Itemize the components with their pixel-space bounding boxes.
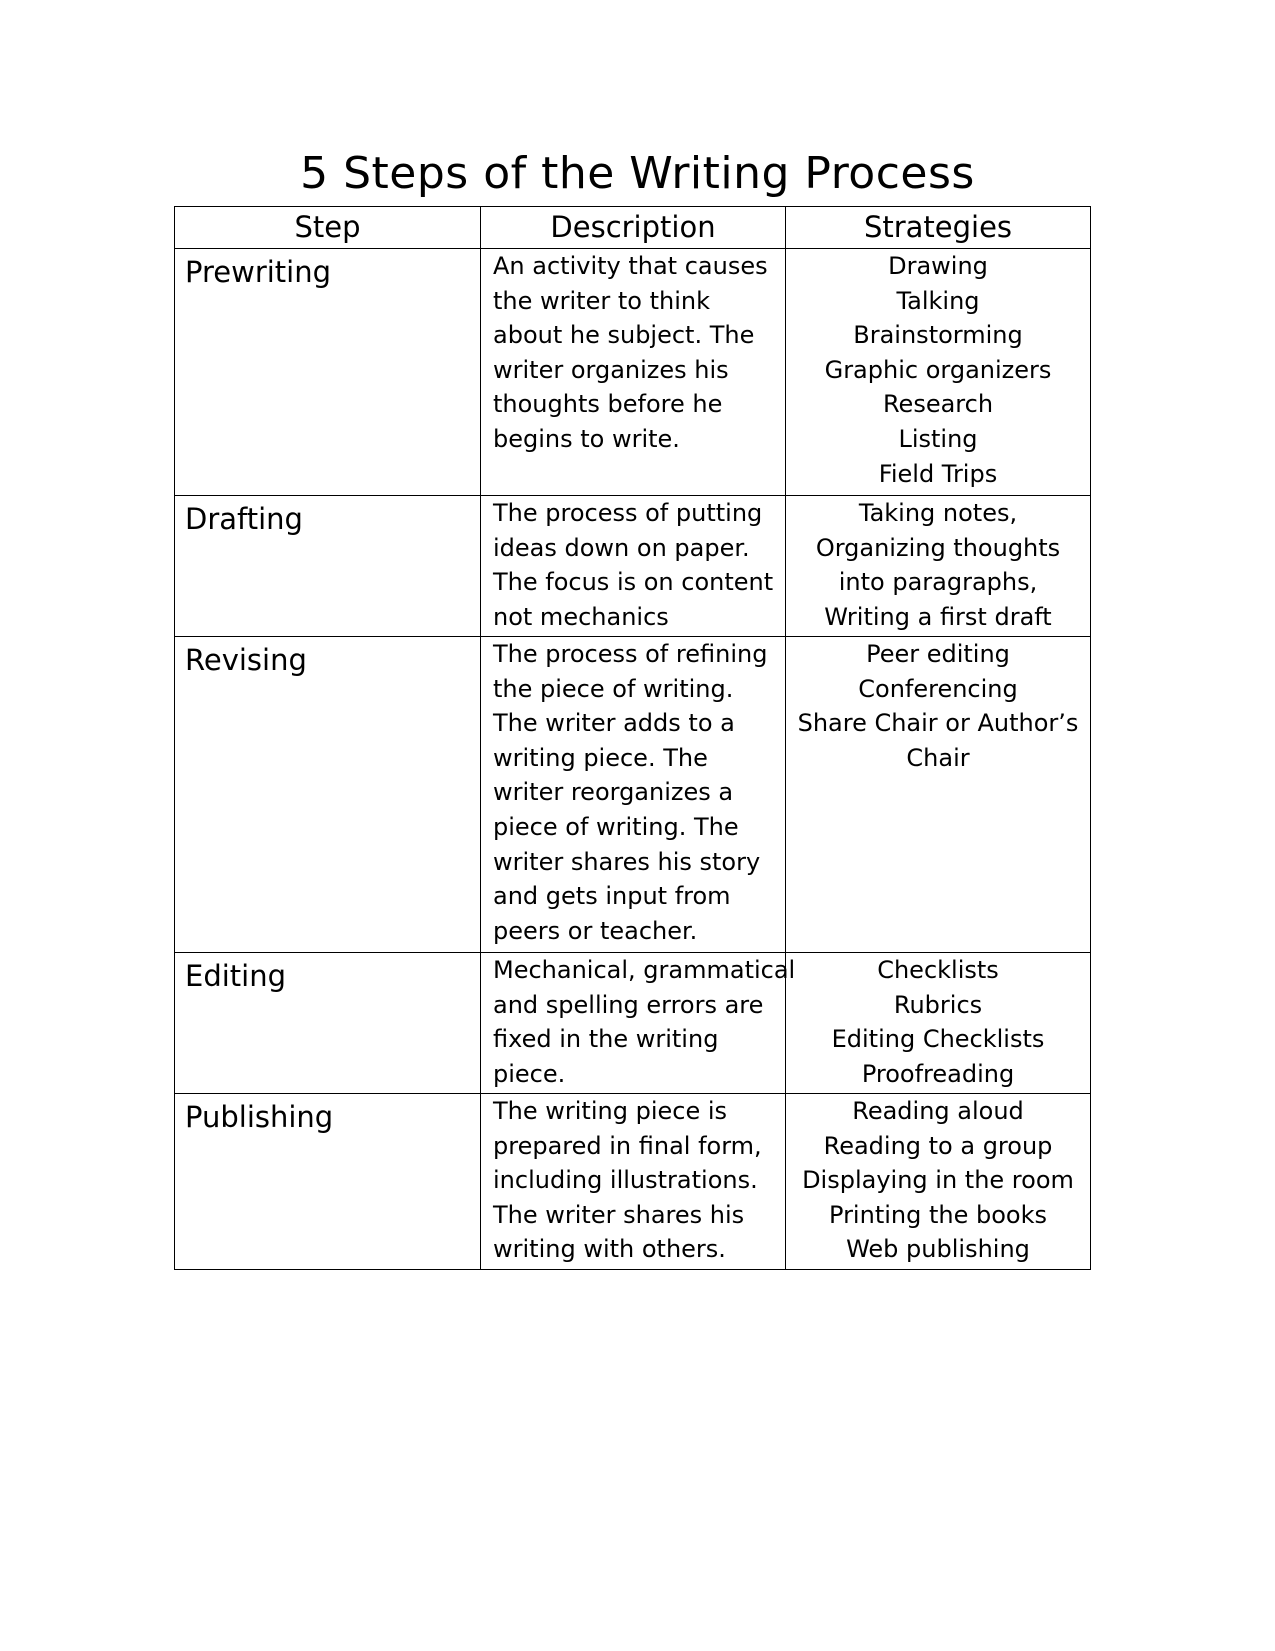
description-line: piece of writing. The xyxy=(493,812,739,841)
description-line: the writer to think xyxy=(493,286,710,315)
header-row xyxy=(175,207,1091,249)
strategy-item: Share Chair or Author’s xyxy=(797,709,1079,738)
description-line: The process of putting xyxy=(493,499,763,527)
strategy-item: Listing xyxy=(898,424,978,453)
description-line: not mechanics xyxy=(493,602,669,631)
strategies-cell xyxy=(786,249,1091,496)
description-line: Mechanical, grammatical xyxy=(493,956,796,984)
step-cell: Prewriting xyxy=(175,249,481,496)
strategy-item: Checklists xyxy=(877,956,999,984)
strategy-item: Printing the books xyxy=(829,1200,1047,1229)
strategy-item: Reading aloud xyxy=(852,1097,1024,1125)
description-cell xyxy=(481,1094,786,1270)
description-line: fixed in the writing xyxy=(493,1025,719,1054)
table-row-publishing xyxy=(175,1094,1091,1270)
strategies-cell xyxy=(786,496,1091,637)
description-line: about he subject. The xyxy=(493,321,755,350)
description-line: writer reorganizes a xyxy=(493,778,734,807)
description-line: peers or teacher. xyxy=(493,916,698,945)
strategy-item: Reading to a group xyxy=(823,1131,1053,1160)
description-line: writer organizes his xyxy=(493,355,729,384)
description-line: writing piece. The xyxy=(493,743,708,772)
writing-process-table xyxy=(174,206,1091,1270)
table-row-prewriting xyxy=(175,249,1091,496)
strategy-item: Taking notes, xyxy=(858,499,1018,527)
strategy-item: Rubrics xyxy=(893,990,983,1019)
strategy-item: Proofreading xyxy=(861,1059,1015,1088)
description-cell xyxy=(481,953,796,1094)
strategy-item: Graphic organizers xyxy=(824,355,1052,384)
header-strategies: Strategies xyxy=(786,207,1091,249)
description-line: ideas down on paper. xyxy=(493,533,750,562)
step-cell: Publishing xyxy=(175,1094,481,1270)
step-cell: Editing xyxy=(175,953,481,1094)
table-row-drafting xyxy=(175,496,1091,637)
strategy-item: into paragraphs, xyxy=(838,568,1038,597)
description-line: including illustrations. xyxy=(493,1166,758,1195)
description-line: and gets input from xyxy=(493,882,731,911)
step-cell: Revising xyxy=(175,637,481,953)
description-line: prepared in final form, xyxy=(493,1131,762,1160)
description-line: The writer adds to a xyxy=(493,709,735,738)
table-row-revising xyxy=(175,637,1091,953)
description-line: thoughts before he xyxy=(493,390,723,419)
description-line: writer shares his story xyxy=(493,847,761,876)
strategies-cell xyxy=(786,953,1091,1094)
description-cell xyxy=(481,249,786,496)
description-line: The writer shares his xyxy=(493,1200,745,1229)
step-cell: Drafting xyxy=(175,496,481,637)
strategies-cell xyxy=(786,1094,1091,1270)
strategy-item: Conferencing xyxy=(858,674,1018,703)
header-description: Description xyxy=(481,207,786,249)
description-line: begins to write. xyxy=(493,424,680,453)
description-line: writing with others. xyxy=(493,1235,726,1264)
strategy-item: Web publishing xyxy=(846,1235,1030,1264)
strategies-cell xyxy=(786,637,1091,953)
header-step: Step xyxy=(175,207,481,249)
description-line: An activity that causes xyxy=(493,252,768,280)
description-line: The process of refining xyxy=(493,640,768,668)
strategy-item: Editing Checklists xyxy=(831,1025,1045,1054)
page-title: 5 Steps of the Writing Process xyxy=(300,148,975,199)
description-cell xyxy=(481,496,786,637)
strategy-item: Drawing xyxy=(888,252,988,280)
strategy-item: Peer editing xyxy=(866,640,1010,668)
description-line: The writing piece is xyxy=(493,1097,728,1125)
strategy-item: Chair xyxy=(906,743,970,772)
strategy-item: Brainstorming xyxy=(853,321,1023,350)
description-line: the piece of writing. xyxy=(493,674,734,703)
strategy-item: Research xyxy=(882,390,994,419)
strategy-item: Writing a first draft xyxy=(824,602,1052,631)
strategy-item: Organizing thoughts xyxy=(815,533,1061,562)
description-line: The focus is on content xyxy=(493,568,774,597)
description-line: piece. xyxy=(493,1059,566,1088)
description-cell xyxy=(481,637,786,953)
table-row-editing xyxy=(175,953,1091,1094)
strategy-item: Talking xyxy=(896,286,980,315)
strategy-item: Field Trips xyxy=(878,459,998,488)
strategy-item: Displaying in the room xyxy=(802,1166,1074,1195)
description-line: and spelling errors are xyxy=(493,990,764,1019)
